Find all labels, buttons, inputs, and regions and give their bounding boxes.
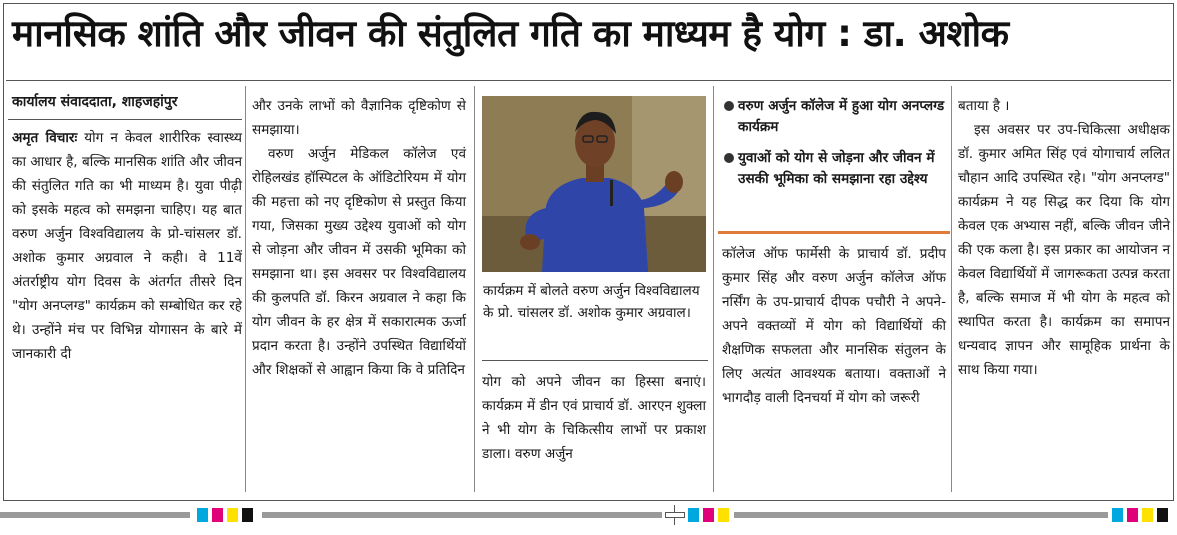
byline-rule: [8, 119, 242, 120]
headline: मानसिक शांति और जीवन की संतुलित गति का माध्यम है योग : डा. अशोक: [12, 12, 1009, 55]
headline-rule: [6, 80, 1171, 81]
print-bar: [262, 512, 662, 518]
cyan-swatch: [688, 508, 699, 522]
highlights-box: [722, 96, 946, 200]
column-5-para-1: बताया है ।: [958, 98, 1010, 114]
column-3-text: योग को अपने जीवन का हिस्सा बनाएं। कार्यक्रम में डीन एवं प्राचार्य डॉ. आरएन शुक्ला ने भी योग के चिकित्सीय लाभों पर प्रकाश डाला। वरुण अर्जुन: [482, 374, 706, 462]
cyan-swatch: [197, 508, 208, 522]
cyan-swatch: [1112, 508, 1123, 522]
registration-target: [665, 512, 685, 518]
bullet-icon: [724, 101, 734, 111]
column-3: [482, 370, 706, 466]
black-swatch: [242, 508, 253, 522]
column-1-text: योग न केवल शारीरिक स्वास्थ्य का आधार है, बल्कि मानसिक शांति और जीवन की संतुलित गति का भी माध्यम है। युवा पीढ़ी को इसके महत्व को समझना चाहिए। यह बात वरुण अर्जुन विश्वविद्यालय के प्रो-चांसलर डॉ. अशोक कुमार अग्रवाल ने कही। वे 11वें अंतर्राष्ट्रीय योग दिवस के अंतर्गत तीसरे दिन "योग अनप्लग्ड" कार्यक्रम को सम्बोधित कर रहे थे। उन्होंने मंच पर विभिन्न योगासन के बारे में जानकारी दी: [12, 130, 242, 362]
column-4: [722, 242, 946, 410]
column-5: [958, 94, 1170, 382]
print-bar: [0, 512, 190, 518]
column-divider: [245, 86, 246, 492]
print-bar: [734, 512, 1108, 518]
magenta-swatch: [1127, 508, 1138, 522]
column-divider: [474, 86, 475, 492]
column-1: [12, 126, 242, 366]
magenta-swatch: [212, 508, 223, 522]
yellow-swatch: [1142, 508, 1153, 522]
dateline: अमृत विचारः: [12, 130, 78, 146]
column-2-para-1: और उनके लाभों को वैज्ञानिक दृष्टिकोण से समझाया।: [252, 98, 466, 138]
photo-caption: कार्यक्रम में बोलते वरुण अर्जुन विश्वविद्यालय के प्रो. चांसलर डॉ. अशोक कुमार अग्रवाल।: [483, 283, 700, 321]
magenta-swatch: [703, 508, 714, 522]
column-divider: [713, 86, 714, 492]
column-5-para-2: इस अवसर पर उप-चिकित्सा अधीक्षक डॉ. कुमार अमित सिंह एवं योगाचार्य ललित चौहान आदि उपस्थित रहे। "योग अनप्लग्ड" कार्यक्रम ने यह सिद्ध कर दिया कि योग केवल एक अभ्यास नहीं, बल्कि जीवन जीने की एक कला है। इस प्रकार का आयोजन न केवल विद्यार्थियों में जागरूकता उत्पन्न करता है, बल्कि समाज में भी योग के महत्व को स्थापित करता है। कार्यक्रम का समापन धन्यवाद ज्ञापन और सामूहिक प्रार्थना के साथ किया गया।: [958, 122, 1170, 378]
speaker-illustration: [482, 96, 706, 272]
column-4-text: कॉलेज ऑफ फार्मेसी के प्राचार्य डॉ. प्रदीप कुमार सिंह और वरुण अर्जुन कॉलेज ऑफ नर्सिंग के उप-प्राचार्य दीपक पचौरी ने अपने-अपने वक्तव्यों में योग को विद्यार्थियों की शैक्षणिक सफलता और मानसिक संतुलन के लिए अत्यंत आवश्यक बताया। वक्ताओं ने भागदौड़ वाली दिनचर्या में योग को जरूरी: [722, 246, 946, 406]
bullet-icon: [724, 153, 734, 163]
highlights-rule: [718, 231, 950, 234]
yellow-swatch: [718, 508, 729, 522]
black-swatch: [1157, 508, 1168, 522]
highlight-item: युवाओं को योग से जोड़ना और जीवन में उसकी भूमिका को समझाना रहा उद्देश्य: [722, 148, 946, 190]
byline: कार्यालय संवाददाता, शाहजहांपुर: [12, 94, 178, 110]
yellow-swatch: [227, 508, 238, 522]
highlight-item: वरुण अर्जुन कॉलेज में हुआ योग अनप्लग्ड कार्यक्रम: [722, 96, 946, 138]
caption-rule: [482, 360, 708, 361]
column-2-para-2: वरुण अर्जुन मेडिकल कॉलेज एवं रोहिलखंड हॉस्पिटल के ऑडिटोरियम में योग की महत्ता को नए दृष्टिकोण से प्रस्तुत किया गया, जिसका मुख्य उद्देश्य युवाओं को योग से जोड़ना और जीवन में उसकी भूमिका को समझाना था। इस अवसर पर विश्वविद्यालय की कुलपति डॉ. किरन अग्रवाल ने कहा कि योग जीवन के हर क्षेत्र में सकारात्मक ऊर्जा प्रदान करता है। उन्होंने उपस्थित विद्यार्थियों और शिक्षकों से आह्वान किया कि वे प्रतिदिन: [252, 146, 466, 378]
speaker-photo: [482, 96, 706, 272]
column-divider: [951, 86, 952, 492]
column-2: [252, 94, 466, 382]
